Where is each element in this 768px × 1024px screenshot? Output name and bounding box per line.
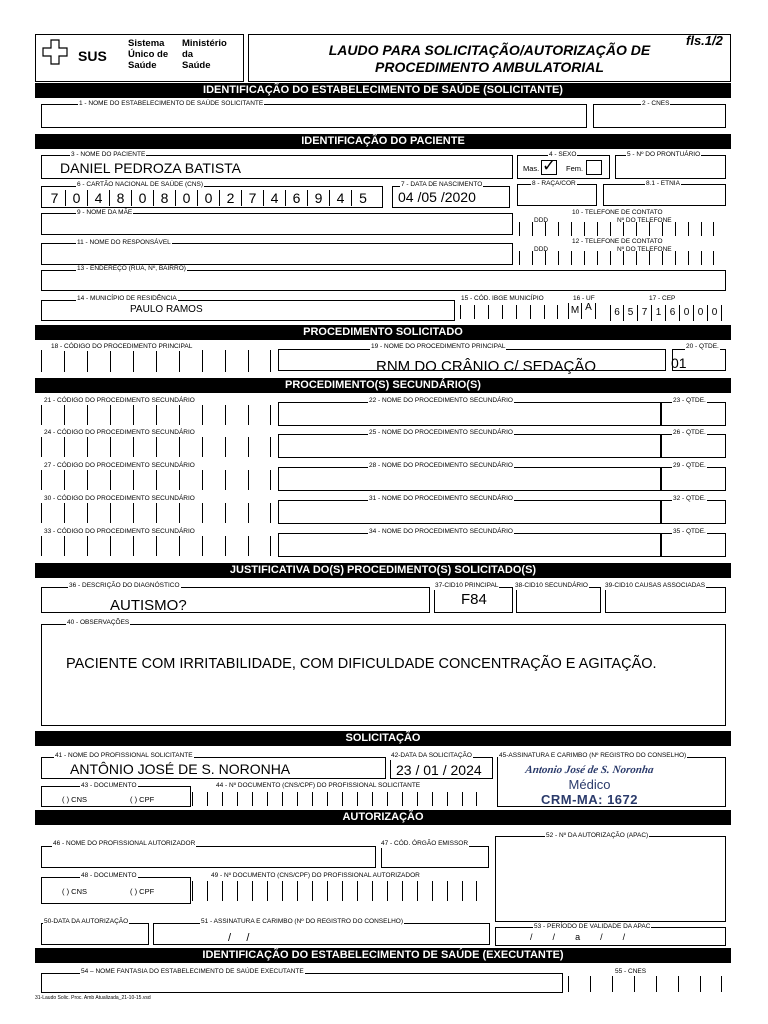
- data-autorizacao-slashes: / /: [228, 932, 250, 944]
- cep-digits[interactable]: 6 5 7 1 6 0 0 0: [610, 305, 722, 321]
- municipio-field[interactable]: [41, 300, 455, 321]
- label-f39: 39-CID10 CAUSAS ASSOCIADAS: [605, 582, 706, 589]
- label-ddd-1: DDD: [534, 217, 549, 224]
- sec-qtde-1[interactable]: [661, 402, 726, 426]
- sec-nome-2[interactable]: [278, 434, 661, 458]
- section-solicitante: IDENTIFICAÇÃO DO ESTABELECIMENTO DE SAÚDE (SOLICITANTE): [35, 83, 731, 98]
- label-f5: 5 - Nº DO PRONTUÁRIO: [627, 151, 701, 158]
- data-solicitacao-value: 23 / 01 / 2024: [396, 762, 482, 778]
- doc-autorizador-ticks[interactable]: [192, 881, 477, 901]
- label-mas: Mas.: [523, 164, 540, 173]
- stamp-name: Antonio José de S. Noronha: [524, 764, 655, 776]
- label-ntel-1: Nº DO TELEFONE: [617, 217, 672, 224]
- label-f43: 43 - DOCUMENTO: [81, 782, 137, 789]
- label-f32: 32 - QTDE.: [673, 495, 706, 502]
- section-procedimento: PROCEDIMENTO SOLICITADO: [35, 325, 731, 340]
- sus-logo-icon: [39, 38, 75, 68]
- label-f29: 29 - QTDE.: [673, 462, 706, 469]
- label-f6: 6 - CARTÃO NACIONAL DE SAÚDE (CNS): [77, 181, 204, 188]
- label-f11: 11 - NOME DO RESPONSÁVEL: [77, 239, 171, 246]
- ibge-ticks[interactable]: [460, 305, 558, 319]
- label-f48: 48 - DOCUMENTO: [81, 872, 137, 879]
- observacoes-value: PACIENTE COM IRRITABILIDADE, COM DIFICULDADE CONCENTRAÇÃO E AGITAÇÃO.: [66, 656, 657, 672]
- label-f26: 26 - QTDE.: [673, 429, 706, 436]
- sec-qtde-3[interactable]: [661, 467, 726, 491]
- patient-name-value: DANIEL PEDROZA BATISTA: [60, 160, 242, 176]
- label-f44: 44 - Nº DOCUMENTO (CNS/CPF) DO PROFISSIONAL SOLICITANTE: [216, 782, 421, 789]
- label-f25: 25 - NOME DO PROCEDIMENTO SECUNDÁRIO: [369, 429, 513, 436]
- proc-qtde-value: 01: [671, 355, 687, 371]
- label-f7: 7 - DATA DE NASCIMENTO: [401, 181, 483, 188]
- label-f13: 13 - ENDEREÇO (RUA, Nº, BAIRRO): [77, 265, 186, 272]
- proc-nome-value: RNM DO CRÂNIO C/ SEDAÇÃO: [376, 358, 597, 375]
- sec-nome-4[interactable]: [278, 500, 661, 524]
- label-f50: 50-DATA DA AUTORIZAÇÃO: [44, 918, 129, 925]
- page-title: LAUDO PARA SOLICITAÇÃO/AUTORIZAÇÃO DE PROCEDIMENTO AMBULATORIAL: [328, 42, 651, 75]
- sec-nome-1[interactable]: [278, 402, 661, 426]
- section-proc-secundarios: PROCEDIMENTO(S) SECUNDÁRIO(S): [35, 378, 731, 393]
- diagnostico-value: AUTISMO?: [110, 597, 187, 614]
- label-f22: 22 - NOME DO PROCEDIMENTO SECUNDÁRIO: [369, 397, 513, 404]
- section-paciente: IDENTIFICAÇÃO DO PACIENTE: [35, 134, 731, 149]
- label-f41: 41 - NOME DO PROFISSIONAL SOLICITANTE: [55, 752, 193, 759]
- section-justificativa: JUSTIFICATIVA DO(S) PROCEDIMENTO(S) SOLICITADO(S): [35, 563, 731, 578]
- assinatura-autorizador-field[interactable]: [153, 923, 490, 945]
- label-f23: 23 - QTDE.: [673, 397, 706, 404]
- label-f55: 55 - CNES: [615, 968, 647, 975]
- stamp-title: Médico: [568, 777, 611, 792]
- section-solicitacao: SOLICITAÇÃO: [35, 731, 731, 746]
- label-f15: 15 - CÓD. IBGE MUNICÍPIO: [461, 295, 544, 302]
- label-f33: 33 - CÓDIGO DO PROCEDIMENTO SECUNDÁRIO: [44, 528, 195, 535]
- label-f16: 16 - UF: [573, 295, 595, 302]
- label-f31: 31 - NOME DO PROCEDIMENTO SECUNDÁRIO: [369, 495, 513, 502]
- ministerio-text: Ministério da Saúde: [182, 38, 227, 71]
- label-f4: 4 - SEXO: [549, 151, 577, 158]
- label-f52: 52 - Nº DA AUTORIZAÇÃO (APAC): [546, 832, 649, 839]
- label-f8: 8 - RAÇA/COR: [532, 180, 576, 187]
- label-f51: 51 - ASSINATURA E CARIMBO (Nº DO REGISTRO DO CONSELHO): [201, 918, 403, 925]
- page-number: fls.1/2: [686, 33, 723, 48]
- label-cpf-2[interactable]: ( ) CPF: [130, 887, 155, 896]
- sistema-text: Sistema Único de Saúde: [128, 38, 169, 71]
- label-f37: 37-CID10 PRINCIPAL: [435, 582, 499, 589]
- autorizacao-apac-field[interactable]: [495, 836, 726, 922]
- executante-cnes-ticks[interactable]: [568, 976, 722, 992]
- label-f34: 34 - NOME DO PROCEDIMENTO SECUNDÁRIO: [369, 528, 513, 535]
- cns-digits: 7 0 4 8 0 8 0 0 2 7 4 6 9 4 5: [44, 190, 374, 206]
- label-f9: 9 - NOME DA MÃE: [77, 209, 133, 216]
- label-fem: Fem.: [566, 164, 584, 173]
- label-f3: 3 - NOME DO PACIENTE: [71, 151, 146, 158]
- label-f53: 53 - PERÍODO DE VALIDADE DA APAC: [534, 923, 651, 930]
- sec-codigo-5[interactable]: [41, 536, 271, 556]
- label-f47: 47 - CÓD. ÓRGÃO EMISSOR: [381, 840, 469, 847]
- doc-solicitante-ticks[interactable]: [192, 792, 477, 806]
- endereco-field[interactable]: [41, 270, 726, 291]
- label-f49: 49 - Nº DOCUMENTO (CNS/CPF) DO PROFISSIONAL AUTORIZADOR: [211, 872, 420, 879]
- telefone1-ticks[interactable]: [519, 222, 714, 236]
- label-f21: 21 - CÓDIGO DO PROCEDIMENTO SECUNDÁRIO: [44, 397, 195, 404]
- cid-secundario-field[interactable]: [516, 587, 601, 613]
- label-cpf-1[interactable]: ( ) CPF: [130, 795, 155, 804]
- cid-principal-value: F84: [461, 591, 487, 608]
- label-f12: 12 - TELEFONE DE CONTATO: [572, 238, 663, 245]
- profissional-value: ANTÔNIO JOSÉ DE S. NORONHA: [70, 761, 291, 777]
- label-f20: 20 - QTDE.: [686, 343, 719, 350]
- label-f24: 24 - CÓDIGO DO PROCEDIMENTO SECUNDÁRIO: [44, 429, 195, 436]
- label-f38: 38-CID10 SECUNDÁRIO: [515, 582, 588, 589]
- label-f40: 40 - OBSERVAÇÕES: [67, 619, 130, 626]
- sec-qtde-2[interactable]: [661, 434, 726, 458]
- sec-qtde-5[interactable]: [661, 533, 726, 557]
- label-f17: 17 - CEP: [649, 295, 676, 302]
- municipio-value: PAULO RAMOS: [130, 304, 203, 315]
- stamp-crm: CRM-MA: 1672: [540, 792, 638, 807]
- label-f54: 54 – NOME FANTASIA DO ESTABELECIMENTO DE SAÚDE EXECUTANTE: [81, 968, 304, 975]
- label-f27: 27 - CÓDIGO DO PROCEDIMENTO SECUNDÁRIO: [44, 462, 195, 469]
- stamp-signature: [522, 764, 657, 807]
- uf-digits[interactable]: M A: [568, 303, 596, 319]
- label-f46: 46 - NOME DO PROFISSIONAL AUTORIZADOR: [53, 840, 196, 847]
- telefone2-ticks[interactable]: [519, 251, 714, 265]
- sec-nome-3[interactable]: [278, 467, 661, 491]
- sec-codigo-1[interactable]: [41, 405, 271, 425]
- proc-codigo-ticks[interactable]: [41, 350, 271, 372]
- label-f14: 14 - MUNICÍPIO DE RESIDÊNCIA: [77, 295, 177, 302]
- sec-nome-5[interactable]: [278, 533, 661, 557]
- label-f10: 10 - TELEFONE DE CONTATO: [572, 209, 663, 216]
- observacoes-field[interactable]: [41, 624, 726, 726]
- label-f36: 36 - DESCRIÇÃO DO DIAGNÓSTICO: [69, 582, 180, 589]
- cid-causas-field[interactable]: [605, 587, 726, 613]
- label-f19: 19 - NOME DO PROCEDIMENTO PRINCIPAL: [371, 343, 506, 350]
- executante-nome-field[interactable]: [41, 973, 563, 993]
- label-f45: 45-ASSINATURA E CARIMBO (Nº REGISTRO DO CONSELHO): [499, 752, 687, 759]
- sus-logo-text: SUS: [78, 48, 107, 64]
- sec-codigo-2[interactable]: [41, 437, 271, 457]
- sec-qtde-4[interactable]: [661, 500, 726, 524]
- label-f42: 42-DATA DA SOLICITAÇÃO: [391, 752, 472, 759]
- label-f28: 28 - NOME DO PROCEDIMENTO SECUNDÁRIO: [369, 462, 513, 469]
- sexo-fem-checkbox[interactable]: [586, 160, 602, 175]
- label-f2: 2 - CNES: [642, 100, 670, 107]
- label-f18: 18 - CÓDIGO DO PROCEDIMENTO PRINCIPAL: [51, 343, 193, 350]
- label-f1: 1 - NOME DO ESTABELECIMENTO DE SAÚDE SOLICITANTE: [79, 100, 264, 107]
- data-autorizacao-field[interactable]: [41, 923, 149, 945]
- nascimento-value: 04 /05 /2020: [398, 189, 476, 205]
- orgao-emissor-field[interactable]: [381, 846, 489, 868]
- label-cns-1[interactable]: ( ) CNS: [62, 795, 87, 804]
- label-ddd-2: DDD: [534, 246, 549, 253]
- label-ntel-2: Nº DO TELEFONE: [617, 246, 672, 253]
- profissional-autorizador-field[interactable]: [41, 846, 376, 868]
- label-f30: 30 - CÓDIGO DO PROCEDIMENTO SECUNDÁRIO: [44, 495, 195, 502]
- diagnostico-field[interactable]: [41, 587, 430, 613]
- label-f35: 35 - QTDE.: [673, 528, 706, 535]
- section-executante: IDENTIFICAÇÃO DO ESTABELECIMENTO DE SAÚDE (EXECUTANTE): [35, 948, 731, 963]
- sexo-mas-check: ✓: [542, 156, 557, 175]
- sec-codigo-4[interactable]: [41, 503, 271, 523]
- footer-text: 31-Laudo Solic. Proc. Amb Atualizada_21-10-15.vsd: [35, 995, 151, 1001]
- label-cns-2[interactable]: ( ) CNS: [62, 887, 87, 896]
- validade-apac-value: / / a / /: [530, 932, 626, 942]
- sec-codigo-3[interactable]: [41, 470, 271, 490]
- label-f81: 8.1 - ETNIA: [646, 180, 680, 187]
- section-autorizacao: AUTORIZAÇÃO: [35, 810, 731, 825]
